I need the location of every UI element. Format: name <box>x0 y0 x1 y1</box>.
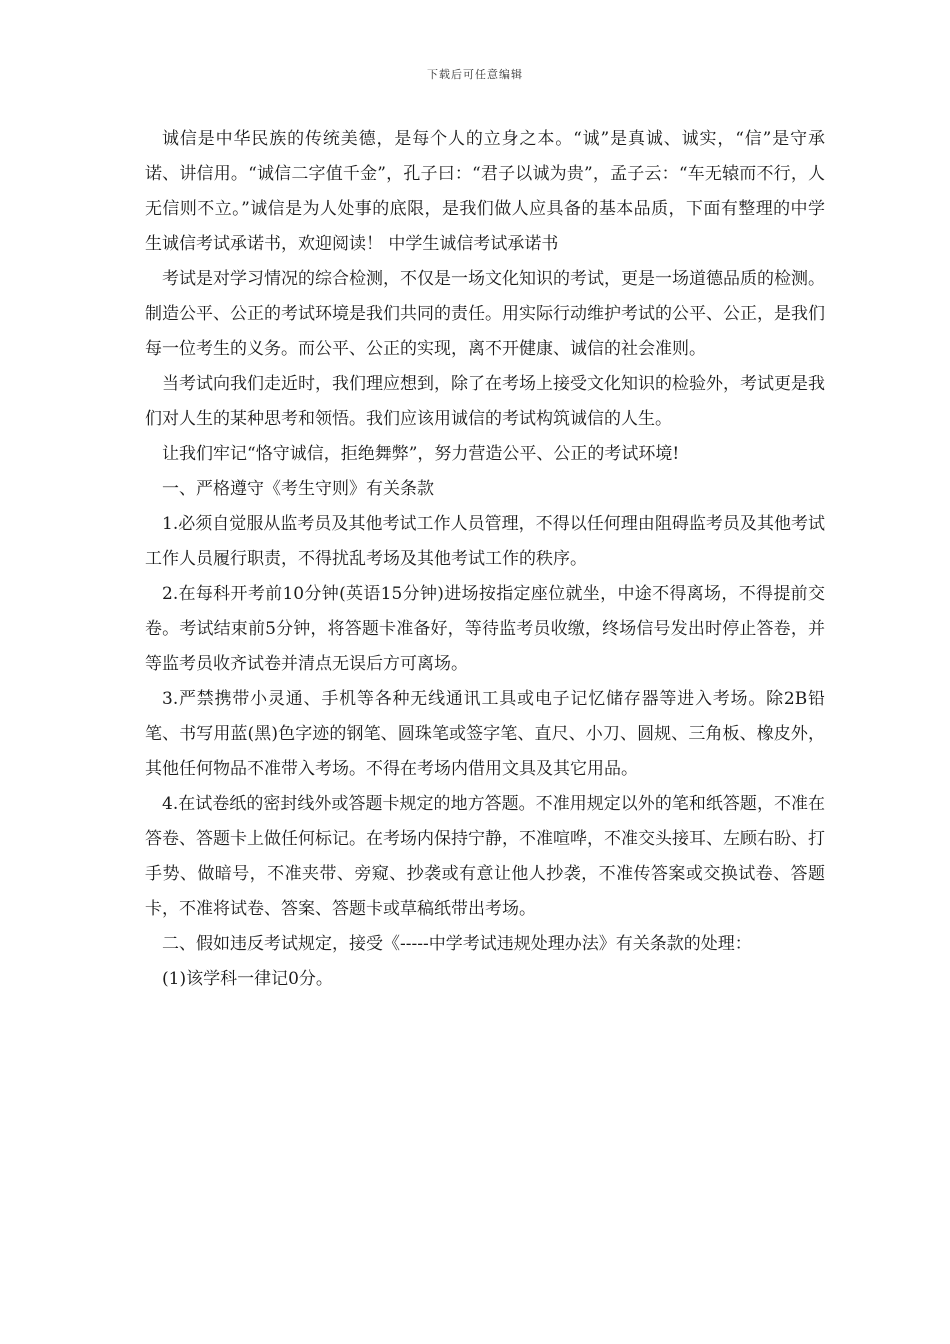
body-paragraph: 当考试向我们走近时，我们理应想到，除了在考场上接受文化知识的检验外，考试更是我们对人生的某种思考和领悟。我们应该用诚信的考试构筑诚信的人生。 <box>145 374 825 429</box>
rule-item-3: 3.严禁携带小灵通、手机等各种无线通讯工具或电子记忆储存器等进入考场。除2B铅笔、书写用蓝(黑)色字迹的钢笔、圆珠笔或签字笔、直尺、小刀、圆规、三角板、橡皮外，其他任何物品不准带入考场。不得在考场内借用文具及其它用品。 <box>145 689 825 779</box>
intro-paragraph: 诚信是中华民族的传统美德，是每个人的立身之本。“诚”是真诚、诚实，“信”是守承诺、讲信用。“诚信二字值千金”，孔子曰：“君子以诚为贵”，孟子云：“车无辕而不行，人无信则不立。”诚信是为人处事的底限，是我们做人应具备的基本品质，下面有整理的中学生诚信考试承诺书，欢迎阅读！ 中学生诚信考试承诺书 <box>145 129 825 254</box>
rule-item-1: 1.必须自觉服从监考员及其他考试工作人员管理，不得以任何理由阻碍监考员及其他考试工作人员履行职责，不得扰乱考场及其他考试工作的秩序。 <box>145 514 825 569</box>
section-heading-1: 一、严格遵守《考生守则》有关条款 <box>162 479 434 499</box>
penalty-item-1: (1)该学科一律记0分。 <box>162 969 333 989</box>
rule-item-4: 4.在试卷纸的密封线外或答题卡规定的地方答题。不准用规定以外的笔和纸答题，不准在答卷、答题卡上做任何标记。在考场内保持宁静，不准喧哗，不准交头接耳、左顾右盼、打手势、做暗号，不准夹带、旁窥、抄袭或有意让他人抄袭，不准传答案或交换试卷、答题卡，不准将试卷、答案、答题卡或草稿纸带出考场。 <box>145 794 825 919</box>
body-paragraph: 考试是对学习情况的综合检测，不仅是一场文化知识的考试，更是一场道德品质的检测。制造公平、公正的考试环境是我们共同的责任。用实际行动维护考试的公平、公正，是我们每一位考生的义务。而公平、公正的实现，离不开健康、诚信的社会准则。 <box>145 269 825 359</box>
section-heading-2: 二、假如违反考试规定，接受《-----中学考试违规处理办法》有关条款的处理： <box>162 934 752 954</box>
page-header-note: 下载后可任意编辑 <box>427 68 523 81</box>
rule-item-2: 2.在每科开考前10分钟(英语15分钟)进场按指定座位就坐，中途不得离场，不得提前交卷。考试结束前5分钟，将答题卡准备好，等待监考员收缴，终场信号发出时停止答卷，并等监考员收齐试卷并清点无误后方可离场。 <box>145 584 825 674</box>
body-paragraph: 让我们牢记“恪守诚信，拒绝舞弊”，努力营造公平、公正的考试环境! <box>162 444 680 464</box>
document-body <box>145 122 825 997</box>
